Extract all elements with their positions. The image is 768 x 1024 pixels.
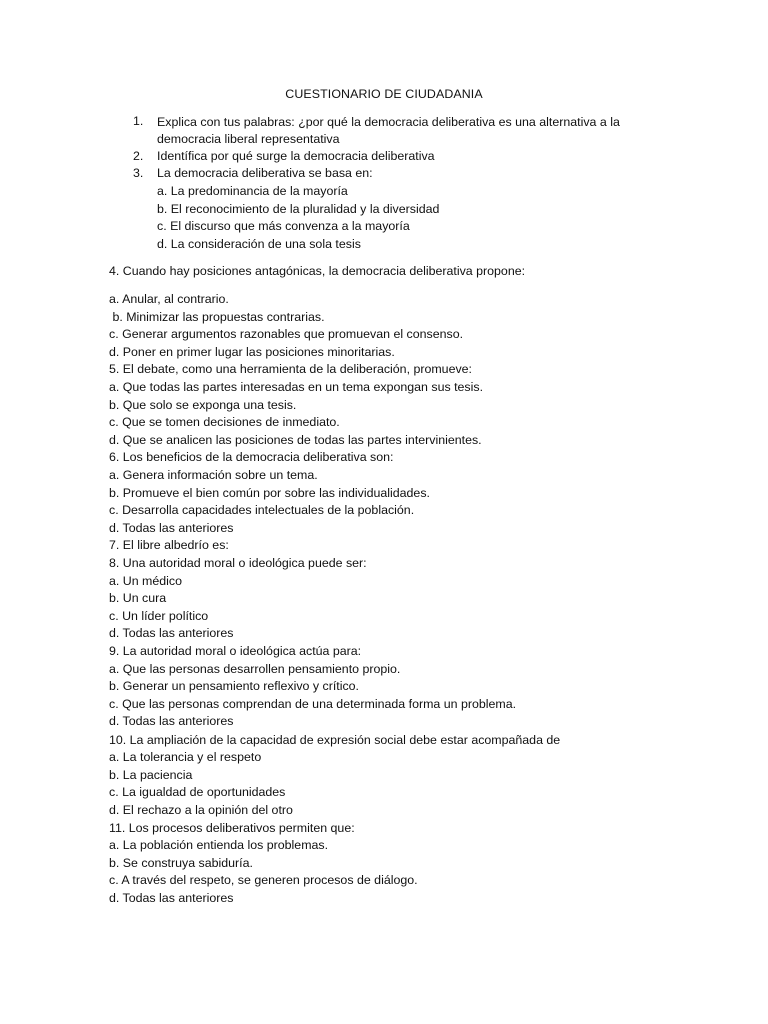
question-text: Identífica por qué surge la democracia deliberativa — [157, 149, 435, 163]
text-line: a. Que las personas desarrollen pensamiento propio. — [109, 662, 401, 676]
text-line: d. Todas las anteriores — [109, 521, 234, 535]
text-line: 11. Los procesos deliberativos permiten que: — [109, 821, 355, 835]
question-number: 2. — [133, 149, 144, 163]
question-number: 3. — [133, 166, 144, 180]
option-item: d. La consideración de una sola tesis — [157, 237, 361, 251]
text-line: 9. La autoridad moral o ideológica actúa para: — [109, 644, 362, 658]
text-line: c. Generar argumentos razonables que promuevan el consenso. — [109, 327, 464, 341]
question-number: 1. — [133, 114, 144, 128]
question-4: 4. Cuando hay posiciones antagónicas, la democracia deliberativa propone: — [109, 264, 526, 278]
text-line: b. Un cura — [109, 591, 167, 605]
text-line: d. Todas las anteriores — [109, 714, 234, 728]
text-line: d. Todas las anteriores — [109, 626, 234, 640]
text-line: 10. La ampliación de la capacidad de expresión social debe estar acompañada de — [109, 733, 561, 747]
option-item: c. El discurso que más convenza a la mayoría — [157, 219, 410, 233]
text-line: c. Que las personas comprendan de una determinada forma un problema. — [109, 697, 517, 711]
text-line: b. Se construya sabiduría. — [109, 856, 253, 870]
text-line: a. Que todas las partes interesadas en un tema expongan sus tesis. — [109, 380, 484, 394]
text-line: a. Anular, al contrario. — [109, 292, 229, 306]
text-line: d. El rechazo a la opinión del otro — [109, 803, 293, 817]
text-line: d. Poner en primer lugar las posiciones minoritarias. — [109, 345, 395, 359]
text-line: d. Todas las anteriores — [109, 891, 234, 905]
text-line: b. Que solo se exponga una tesis. — [109, 398, 297, 412]
text-line: c. Que se tomen decisiones de inmediato. — [109, 415, 340, 429]
text-line: c. A través del respeto, se generen procesos de diálogo. — [109, 873, 418, 887]
text-line: a. Un médico — [109, 574, 183, 588]
option-item: b. El reconocimiento de la pluralidad y la diversidad — [157, 202, 440, 216]
question-text: Explica con tus palabras: ¿por qué la democracia deliberativa es una alternativa a la democracia liberal representativa — [157, 115, 620, 147]
text-line: b. Minimizar las propuestas contrarias. — [109, 310, 325, 324]
question-text: La democracia deliberativa se basa en: — [157, 166, 373, 180]
text-line: a. La tolerancia y el respeto — [109, 750, 262, 764]
text-line: c. Un líder político — [109, 609, 209, 623]
text-line: c. La igualdad de oportunidades — [109, 785, 286, 799]
text-line: 6. Los beneficios de la democracia deliberativa son: — [109, 450, 394, 464]
text-line: b. La paciencia — [109, 768, 193, 782]
text-line: 5. El debate, como una herramienta de la deliberación, promueve: — [109, 362, 472, 376]
text-line: a. La población entienda los problemas. — [109, 838, 329, 852]
text-line: c. Desarrolla capacidades intelectuales de la población. — [109, 503, 415, 517]
text-line: b. Generar un pensamiento reflexivo y crítico. — [109, 679, 359, 693]
text-line: a. Genera información sobre un tema. — [109, 468, 318, 482]
text-line: 8. Una autoridad moral o ideológica puede ser: — [109, 556, 367, 570]
page-title: CUESTIONARIO DE CIUDADANIA — [285, 87, 483, 101]
text-line: d. Que se analicen las posiciones de todas las partes intervinientes. — [109, 433, 482, 447]
option-item: a. La predominancia de la mayoría — [157, 184, 348, 198]
text-line: b. Promueve el bien común por sobre las individualidades. — [109, 486, 430, 500]
text-line: 7. El libre albedrío es: — [109, 538, 229, 552]
